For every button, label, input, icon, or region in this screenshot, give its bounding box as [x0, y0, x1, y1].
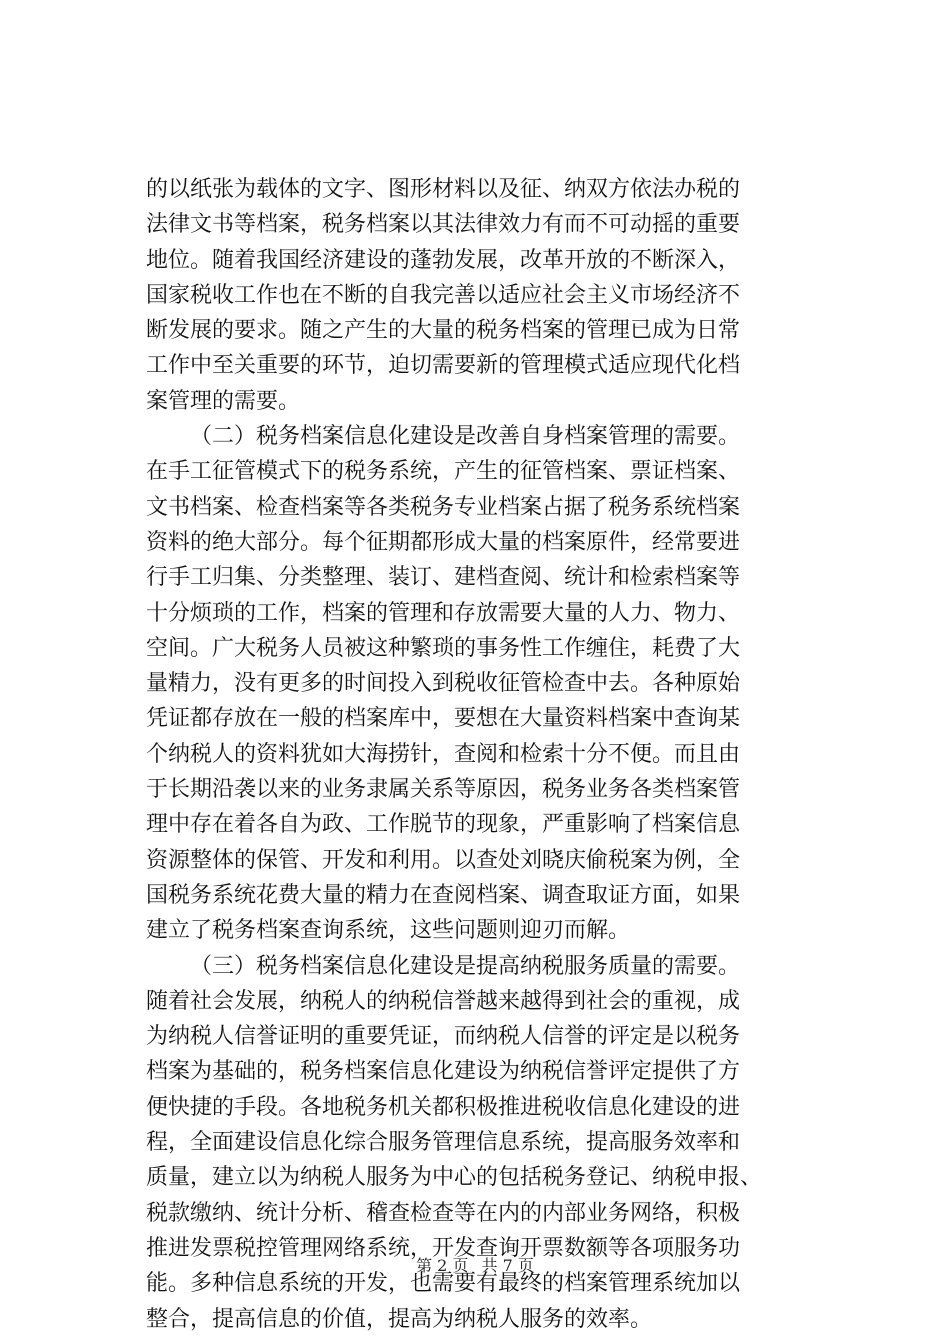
text-line: 地位。随着我国经济建设的蓬勃发展，改革开放的不断深入，	[146, 247, 741, 273]
text-line: 的以纸张为载体的文字、图形材料以及征、纳双方依法办税的	[146, 177, 741, 202]
text-line: 案管理的需要。	[146, 388, 301, 414]
text-line: 推进发票税控管理网络系统，开发查询开票数额等各项服务功	[146, 1235, 741, 1261]
text-line: 断发展的要求。随之产生的大量的税务档案的管理已成为日常	[146, 318, 741, 344]
text-line: 整合，提高信息的价值，提高为纳税人服务的效率。	[146, 1306, 653, 1332]
text-line: 于长期沿袭以来的业务隶属关系等原因，税务业务各类档案管	[146, 777, 741, 803]
body-text	[146, 172, 816, 1337]
page-footer	[0, 1253, 950, 1276]
page-total: 共 7 页	[481, 1256, 534, 1275]
text-line: 资料的绝大部分。每个征期都形成大量的档案原件，经常要进	[146, 529, 741, 555]
text-line: 凭证都存放在一般的档案库中，要想在大量资料档案中查询某	[146, 706, 741, 732]
text-line: 能。多种信息系统的开发，也需要有最终的档案管理系统加以	[146, 1271, 741, 1297]
text-line: 为纳税人信誉证明的重要凭证，而纳税人信誉的评定是以税务	[146, 1024, 741, 1050]
text-line: 随着社会发展，纳税人的纳税信誉越来越得到社会的重视，成	[146, 988, 741, 1014]
text-line: 理中存在着各自为政、工作脱节的现象，严重影响了档案信息	[146, 812, 741, 838]
text-line: 工作中至关重要的环节，迫切需要新的管理模式适应现代化档	[146, 353, 741, 379]
text-line: 质量，建立以为纳税人服务为中心的包括税务登记、纳税申报、	[146, 1165, 763, 1191]
text-line: 十分烦琐的工作，档案的管理和存放需要大量的人力、物力、	[146, 600, 741, 626]
text-line: 便快捷的手段。各地税务机关都积极推进税收信息化建设的进	[146, 1094, 741, 1120]
text-line: 档案为基础的，税务档案信息化建设为纳税信誉评定提供了方	[146, 1059, 741, 1085]
text-line: 国税务系统花费大量的精力在查阅档案、调查取证方面，如果	[146, 882, 741, 908]
text-line: 程，全面建设信息化综合服务管理信息系统，提高服务效率和	[146, 1130, 741, 1156]
text-line: 文书档案、检查档案等各类税务专业档案占据了税务系统档案	[146, 494, 741, 520]
text-line: 个纳税人的资料犹如大海捞针，查阅和检索十分不便。而且由	[146, 741, 741, 767]
text-line: 法律文书等档案，税务档案以其法律效力有而不可动摇的重要	[146, 212, 741, 238]
paragraph-heading-line: （三）税务档案信息化建设是提高纳税服务质量的需要。	[190, 953, 741, 979]
text-line: 建立了税务档案查询系统，这些问题则迎刃而解。	[146, 918, 631, 944]
page-number: 第 2 页	[416, 1256, 469, 1275]
text-line: 税款缴纳、统计分析、稽查检查等在内的内部业务网络，积极	[146, 1200, 741, 1226]
text-line: 资源整体的保管、开发和利用。以查处刘晓庆偷税案为例，全	[146, 847, 741, 873]
text-line: 在手工征管模式下的税务系统，产生的征管档案、票证档案、	[146, 459, 741, 485]
text-line: 量精力，没有更多的时间投入到税收征管检查中去。各种原始	[146, 671, 741, 697]
text-line: 空间。广大税务人员被这种繁琐的事务性工作缠住，耗费了大	[146, 635, 741, 661]
text-line: 行手工归集、分类整理、装订、建档查阅、统计和检索档案等	[146, 565, 741, 591]
text-line: 国家税收工作也在不断的自我完善以适应社会主义市场经济不	[146, 282, 741, 308]
paragraph-heading-line: （二）税务档案信息化建设是改善自身档案管理的需要。	[190, 424, 741, 450]
